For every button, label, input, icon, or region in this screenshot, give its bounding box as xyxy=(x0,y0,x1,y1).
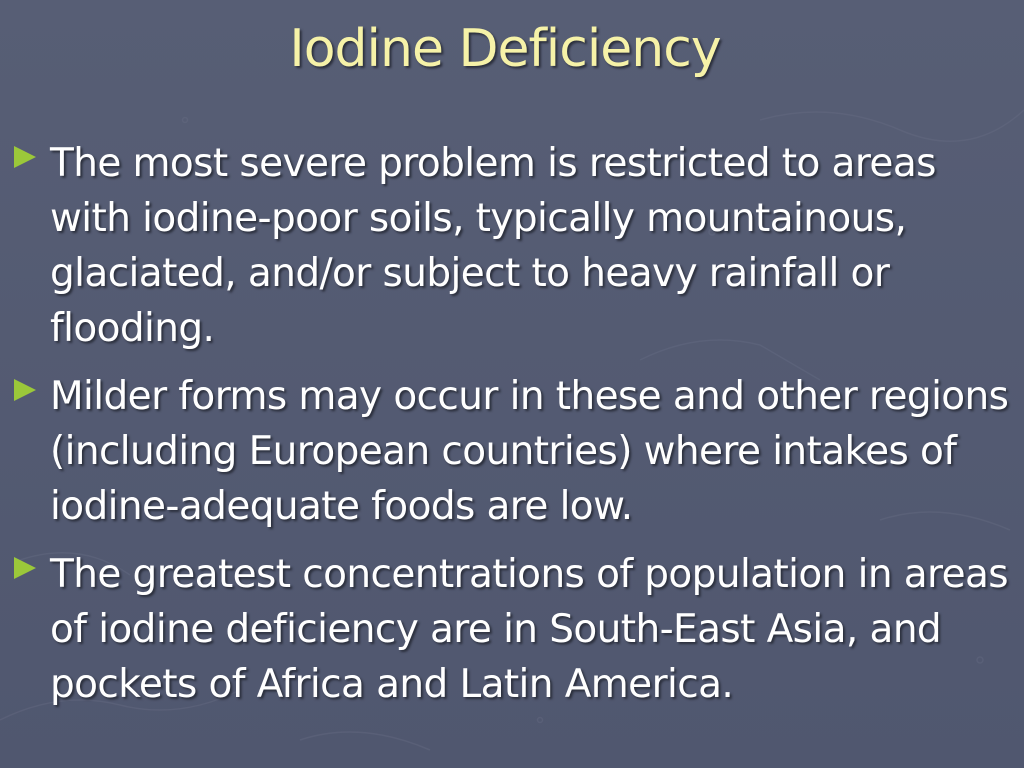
slide-title: Iodine Deficiency xyxy=(289,19,721,79)
triangle-right-icon xyxy=(14,146,36,168)
triangle-right-icon xyxy=(14,379,36,401)
bullet-list xyxy=(14,136,1014,725)
bullet-item xyxy=(14,369,1014,534)
triangle-right-icon xyxy=(14,557,36,579)
bullet-text: The greatest concentrations of population in areas of iodine deficiency are in South-East Asia, and pockets of Africa and Latin America. xyxy=(50,552,1009,707)
bullet-item xyxy=(14,547,1014,712)
bullet-item xyxy=(14,136,1014,356)
bullet-text: Milder forms may occur in these and other regions (including European countries) where intakes of iodine-adequate foods are low. xyxy=(50,374,1009,529)
bullet-text: The most severe problem is restricted to areas with iodine-poor soils, typically mountainous, glaciated, and/or subject to heavy rainfall or flooding. xyxy=(50,141,936,351)
